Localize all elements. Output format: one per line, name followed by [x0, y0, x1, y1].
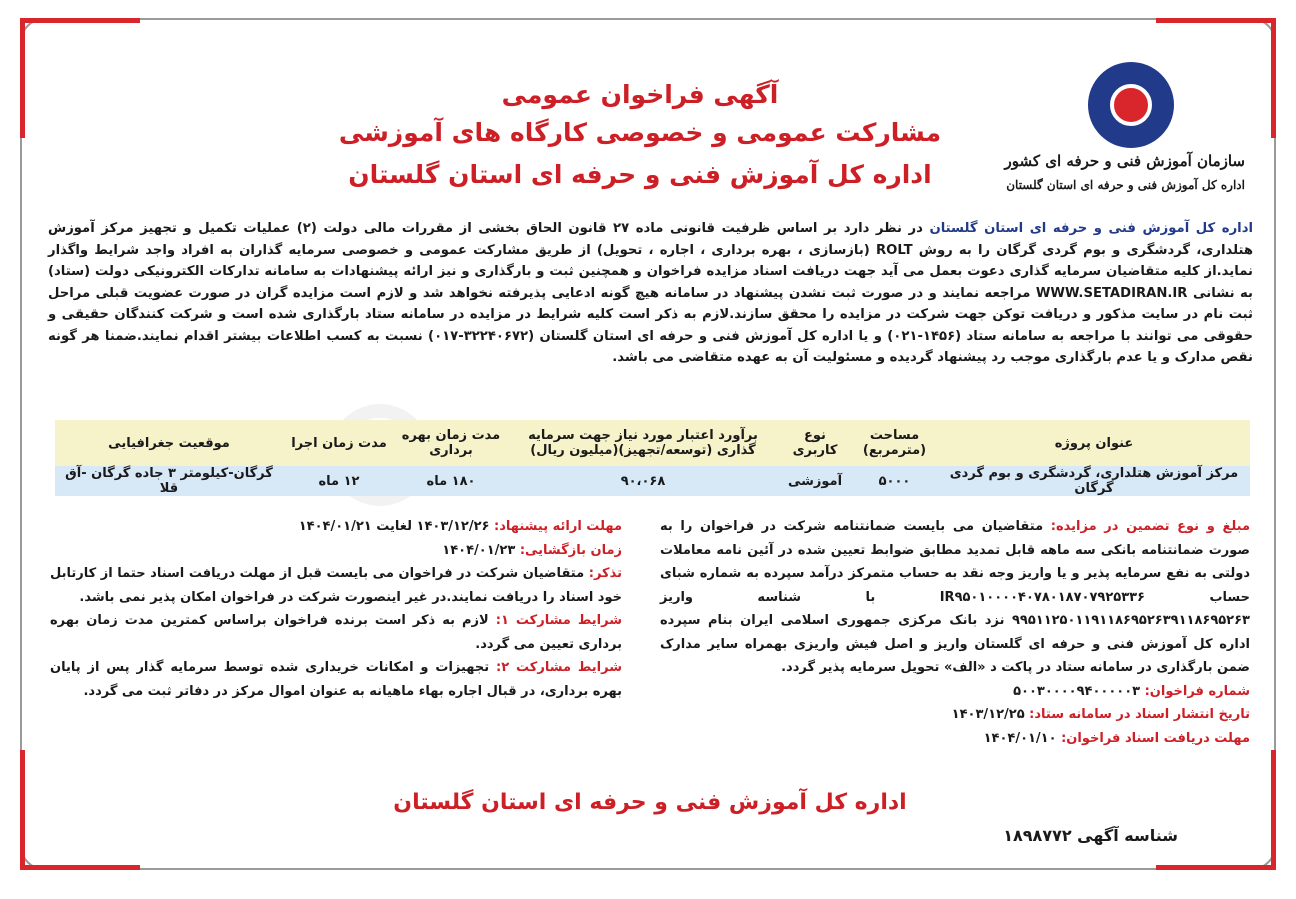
frame-corner-accent	[1271, 18, 1276, 138]
logo-emblem-icon	[1088, 62, 1174, 148]
frame-corner-accent	[1156, 865, 1276, 870]
guarantee-section	[660, 515, 1250, 680]
frame-corner-accent	[1156, 18, 1276, 23]
condition-1: شرایط مشارکت ۱: لازم به ذکر است برنده فراخوان براساس کمترین مدت زمان بهره برداری تعیین می گردد.	[50, 613, 622, 652]
proposal-deadline: مهلت ارائه پیشنهاد: ۱۴۰۳/۱۲/۲۶ لغایت ۱۴۰۴/۰۱/۲۱	[298, 519, 622, 534]
table-header-cell: برآورد اعتبار مورد نیاز جهت سرمایه گذاری (توسعه/تجهیز)(میلیون ریال)	[507, 420, 779, 466]
table-cell: ۱۸۰ ماه	[395, 466, 507, 496]
receive-deadline: مهلت دریافت اسناد فراخوان: ۱۴۰۴/۰۱/۱۰	[983, 730, 1250, 746]
table-header-cell: عنوان پروژه	[938, 420, 1250, 466]
ad-id: شناسه آگهی ۱۸۹۸۷۷۲	[1003, 826, 1178, 845]
call-number: شماره فراخوان: ۵۰۰۳۰۰۰۰۹۴۰۰۰۰۰۳	[1013, 683, 1250, 699]
conditions-left-column	[50, 515, 622, 703]
frame-corner-accent	[20, 865, 140, 870]
note-section: تذکر: متقاضیان شرکت در فراخوان می بایست قبل از مهلت دریافت اسناد حتما از کارتابل خود اسناد را دریافت نمایند.در غیر اینصورت شرکت در فراخوان امکان پذیر نمی باشد.	[50, 566, 622, 605]
table-cell: آموزشی	[779, 466, 851, 496]
table-row	[55, 466, 1250, 496]
logo-org-name: سازمان آموزش فنی و حرفه ای کشور	[1004, 152, 1245, 170]
table-header-cell: مساحت (مترمربع)	[851, 420, 938, 466]
frame-corner-accent	[20, 18, 140, 23]
ad-organization-title: اداره کل آموزش فنی و حرفه ای استان گلستان	[348, 160, 932, 189]
publish-date: تاریخ انتشار اسناد در سامانه ستاد: ۱۴۰۳/۱۲/۲۵	[951, 707, 1250, 722]
table-cell: ۵۰۰۰	[851, 466, 938, 496]
table-header-cell: مدت زمان بهره برداری	[395, 420, 507, 466]
table-header-cell: مدت زمان اجرا	[283, 420, 395, 466]
table-cell: ۹۰،۰۶۸	[507, 466, 779, 496]
organization-logo	[1004, 62, 1245, 207]
intro-paragraph	[48, 218, 1253, 369]
footer-organization-title: اداره کل آموزش فنی و حرفه ای استان گلستان	[393, 790, 907, 815]
guarantee-label: مبلغ و نوع تضمین در مزایده:	[1050, 519, 1250, 534]
table-cell: گرگان-کیلومتر ۳ جاده گرگان -آق قلا	[55, 466, 283, 496]
guarantee-text: متقاضیان می بایست ضمانتنامه شرکت در فراخوان را به صورت ضمانتنامه بانکی سه ماهه قابل تمدید مطابق ضوابط تعیین شده در آئین نامه معاملات دولتی به نفع سرمایه پذیر و یا واریز وجه نقد به حساب متمرکز درآمد سپرده به شماره شبای حساب IR۹۵۰۱۰۰۰۰۴۰۷۸۰۱۸۷۰۷۹۲۵۳۳۶ با شناسه واریز ۹۹۵۱۱۲۵۰۱۱۹۱۱۸۶۹۵۲۶۳۹۱۱۸۶۹۵۲۶۳ نزد بانک مرکزی جمهوری اسلامی ایران بنام سپرده اداره کل آموزش فنی و حرفه ای گلستان واریز و اصل فیش واریزی بهمراه سایر مدارک ضمن بارگذاری در سامانه ستاد در پاکت د «الف» تحویل سرمایه پذیر گردد.	[660, 519, 1250, 675]
table-cell: مرکز آموزش هتلداری، گردشگری و بوم گردی گرگان	[938, 466, 1250, 496]
intro-text: در نظر دارد بر اساس ظرفیت قانونی ماده ۲۷ قانون الحاق بخشی از مقررات مالی دولت (۲) عملیات تکمیل و تجهیز مرکز آموزش هتلداری، گردشگری و بوم گردی گرگان را به روش ROLT (بازسازی ، بهره برداری ، اجاره ، تحویل) از طریق مشارکت عمومی و خصوصی سرمایه گذاران به افراد واجد شرایط واگذار نماید.از کلیه متقاضیان سرمایه گذاری دعوت بعمل می آید جهت دریافت اسناد مزایده فراخوان و همچنین ثبت و بارگذاری و نیز ارائه پیشنهادات به سامانه تدارکات الکترونیکی دولت (ستاد) به نشانی WWW.SETADIRAN.IR مراجعه نمایند و در صورت ثبت نشدن پیشنهاد در سامانه هیچ گونه ادعایی پذیرفته نخواهد شد و لازم است مزایده گران در صورت عضویت قبلی مراحل ثبت نام در سایت مذکور و دریافت توکن جهت شرکت در مزایده را محقق سازند.لازم به ذکر است کلیه شرایط در مزایده در سامانه ستاد بارگذاری شده است و شرکت کنندگان حقیقی و حقوقی می توانند با مراجعه به سامانه ستاد (۱۴۵۶-۰۲۱) و یا اداره کل آموزش فنی و حرفه ای استان گلستان (۳۲۲۴۰۶۷۲-۰۱۷) نسبت به کسب اطلاعات بیشتر اقدام نمایند.ضمنا هر گونه نقص مدارک و یا عدم بارگذاری موجب رد پیشنهاد گردیده و مسئولیت آن به عهده متقاضی می باشد.	[48, 221, 1254, 365]
frame-corner-accent	[20, 750, 25, 870]
table-header-cell: نوع کاربری	[779, 420, 851, 466]
frame-corner-accent	[20, 18, 25, 138]
table-header-row	[55, 420, 1250, 466]
conditions-right-column	[660, 515, 1250, 750]
logo-dept-name: اداره کل آموزش فنی و حرفه ای استان گلستان	[1006, 178, 1245, 192]
condition-2: شرایط مشارکت ۲: تجهیزات و امکانات خریداری شده توسط سرمایه گذار پس از پایان بهره برداری، در قبال اجاره بهاء ماهیانه به عنوان اموال مرکز در دفاتر ثبت می گردد.	[50, 660, 622, 699]
project-table	[55, 420, 1250, 496]
table-cell: ۱۲ ماه	[283, 466, 395, 496]
intro-org-name: اداره کل آموزش فنی و حرفه ای استان گلستان	[929, 221, 1253, 236]
ad-title: آگهی فراخوان عمومی	[501, 80, 779, 109]
opening-date: زمان بازگشایی: ۱۴۰۴/۰۱/۲۳	[442, 542, 622, 558]
frame-corner-accent	[1271, 750, 1276, 870]
ad-subtitle: مشارکت عمومی و خصوصی کارگاه های آموزشی	[338, 118, 942, 147]
table-header-cell: موقعیت جغرافیایی	[55, 420, 283, 466]
